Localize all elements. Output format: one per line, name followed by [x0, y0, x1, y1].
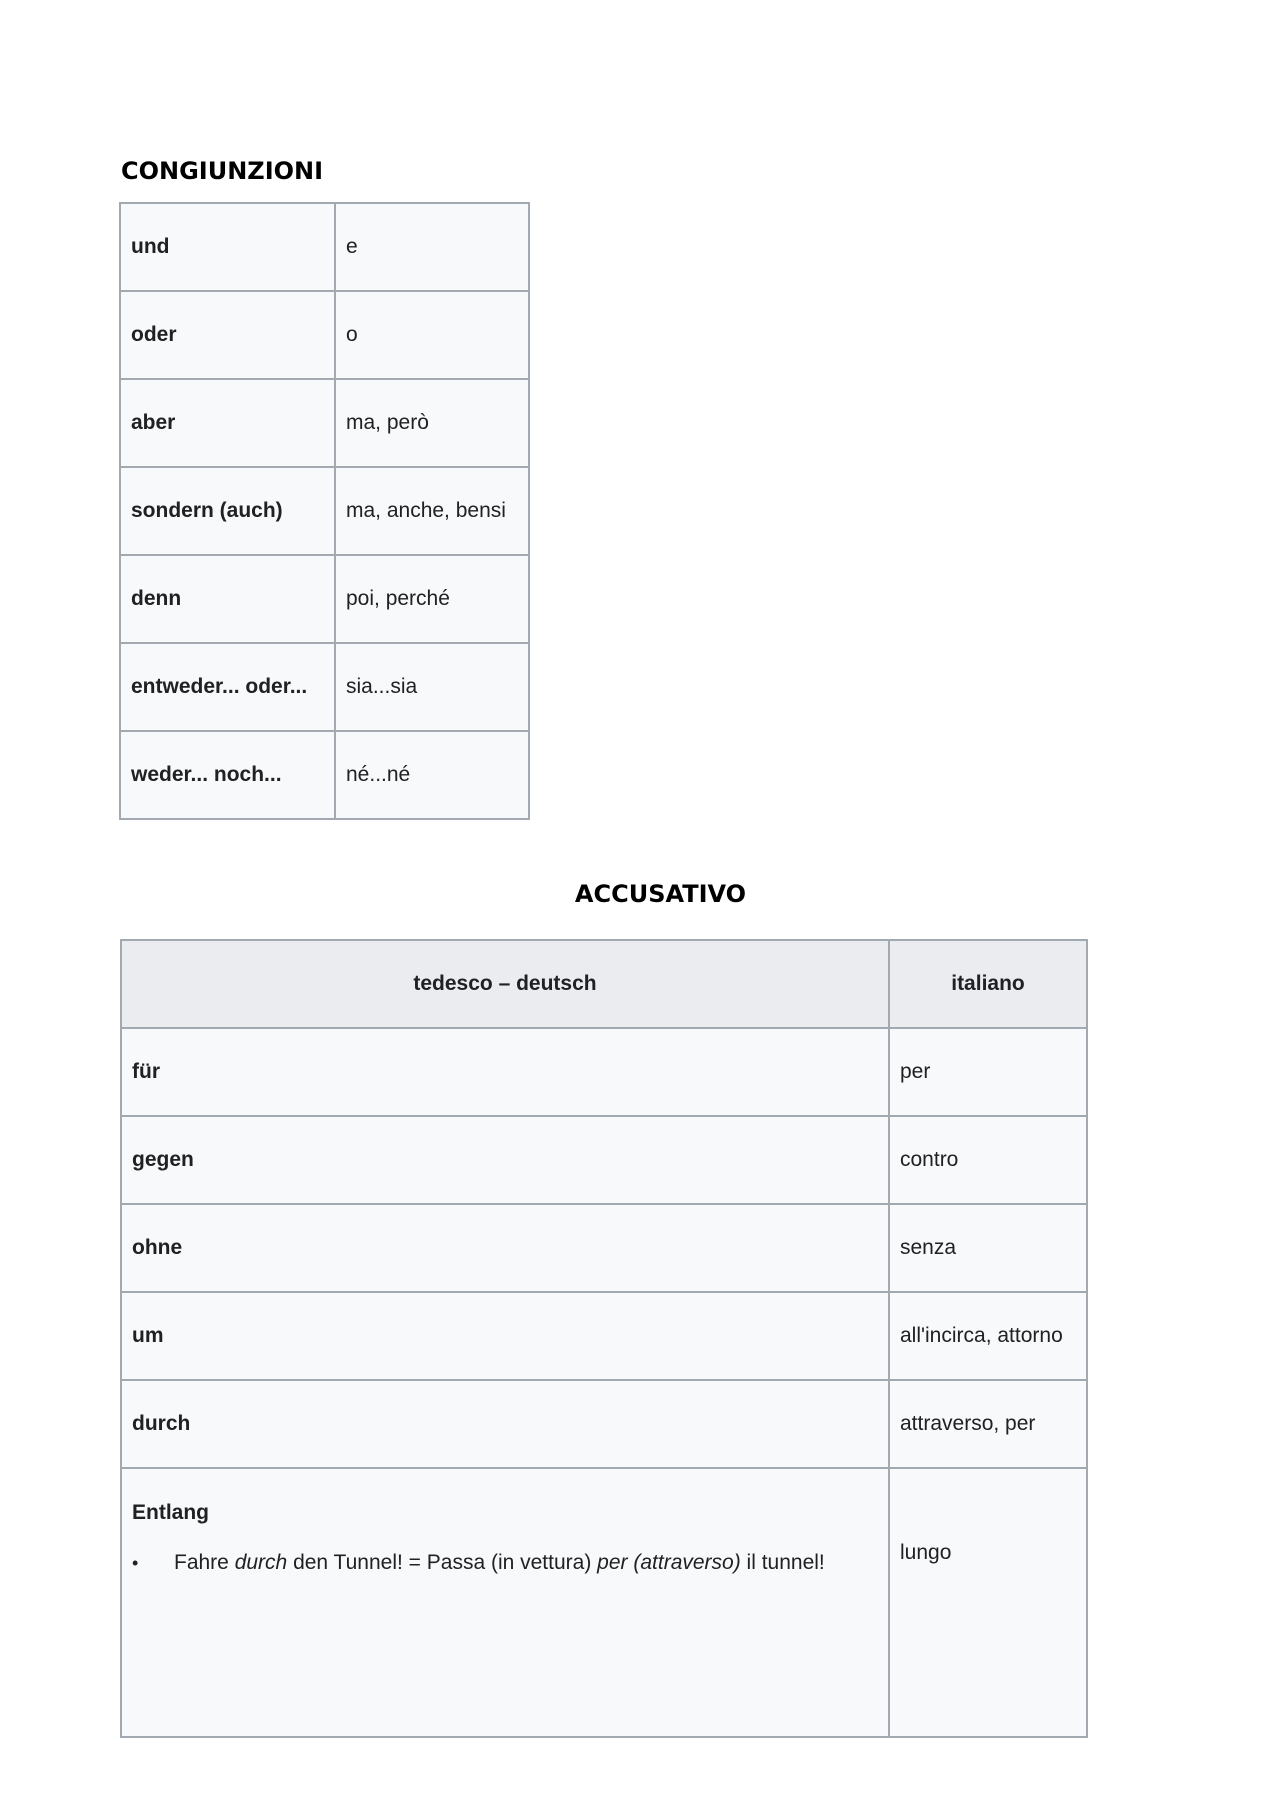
example-text — [174, 1551, 825, 1575]
table-row — [120, 731, 529, 819]
example-part: il tunnel! — [740, 1551, 825, 1574]
bullet-icon: • — [132, 1552, 139, 1573]
table-row — [120, 291, 529, 379]
german-term: und — [120, 203, 335, 291]
section-title-congiunzioni: CONGIUNZIONI — [121, 157, 324, 185]
german-term: weder... noch... — [120, 731, 335, 819]
table-row — [120, 467, 529, 555]
italian-translation: e — [335, 203, 529, 291]
italian-translation: all'incirca, attorno — [889, 1292, 1087, 1380]
example-sentence — [132, 1551, 878, 1575]
table-row — [121, 1116, 1087, 1204]
example-part: den Tunnel! = Passa (in vettura) — [287, 1551, 598, 1574]
italian-translation: ma, però — [335, 379, 529, 467]
table-row — [121, 1028, 1087, 1116]
italian-translation: ma, anche, bensi — [335, 467, 529, 555]
italian-translation: contro — [889, 1116, 1087, 1204]
german-term: Entlang — [132, 1501, 209, 1524]
german-term: oder — [120, 291, 335, 379]
table-row — [120, 643, 529, 731]
italian-translation: attraverso, per — [889, 1380, 1087, 1468]
example-emphasis: durch — [234, 1551, 288, 1574]
german-term: durch — [121, 1380, 889, 1468]
italian-translation: sia...sia — [335, 643, 529, 731]
table-row — [120, 555, 529, 643]
german-term: um — [121, 1292, 889, 1380]
german-term: aber — [120, 379, 335, 467]
german-term: ohne — [121, 1204, 889, 1292]
table-row — [121, 1292, 1087, 1380]
table-row — [121, 1380, 1087, 1468]
italian-translation: né...né — [335, 731, 529, 819]
accusativo-table — [120, 939, 1088, 1738]
example-part: Fahre — [174, 1551, 235, 1574]
column-header-italian: italiano — [889, 940, 1087, 1028]
german-term: sondern (auch) — [120, 467, 335, 555]
italian-translation: lungo — [889, 1468, 1087, 1737]
table-row — [120, 379, 529, 467]
congiunzioni-table — [119, 202, 530, 820]
italian-translation: per — [889, 1028, 1087, 1116]
italian-translation: senza — [889, 1204, 1087, 1292]
german-term: für — [121, 1028, 889, 1116]
column-header-german: tedesco – deutsch — [121, 940, 889, 1028]
table-row — [120, 203, 529, 291]
section-title-accusativo: ACCUSATIVO — [574, 880, 747, 908]
table-header-row — [121, 940, 1087, 1028]
italian-translation: poi, perché — [335, 555, 529, 643]
table-row — [121, 1204, 1087, 1292]
german-term: entweder... oder... — [120, 643, 335, 731]
table-row — [121, 1468, 1087, 1737]
german-term: denn — [120, 555, 335, 643]
italian-translation: o — [335, 291, 529, 379]
german-term: gegen — [121, 1116, 889, 1204]
example-emphasis: per (attraverso) — [597, 1551, 741, 1574]
german-term-cell — [121, 1468, 889, 1737]
